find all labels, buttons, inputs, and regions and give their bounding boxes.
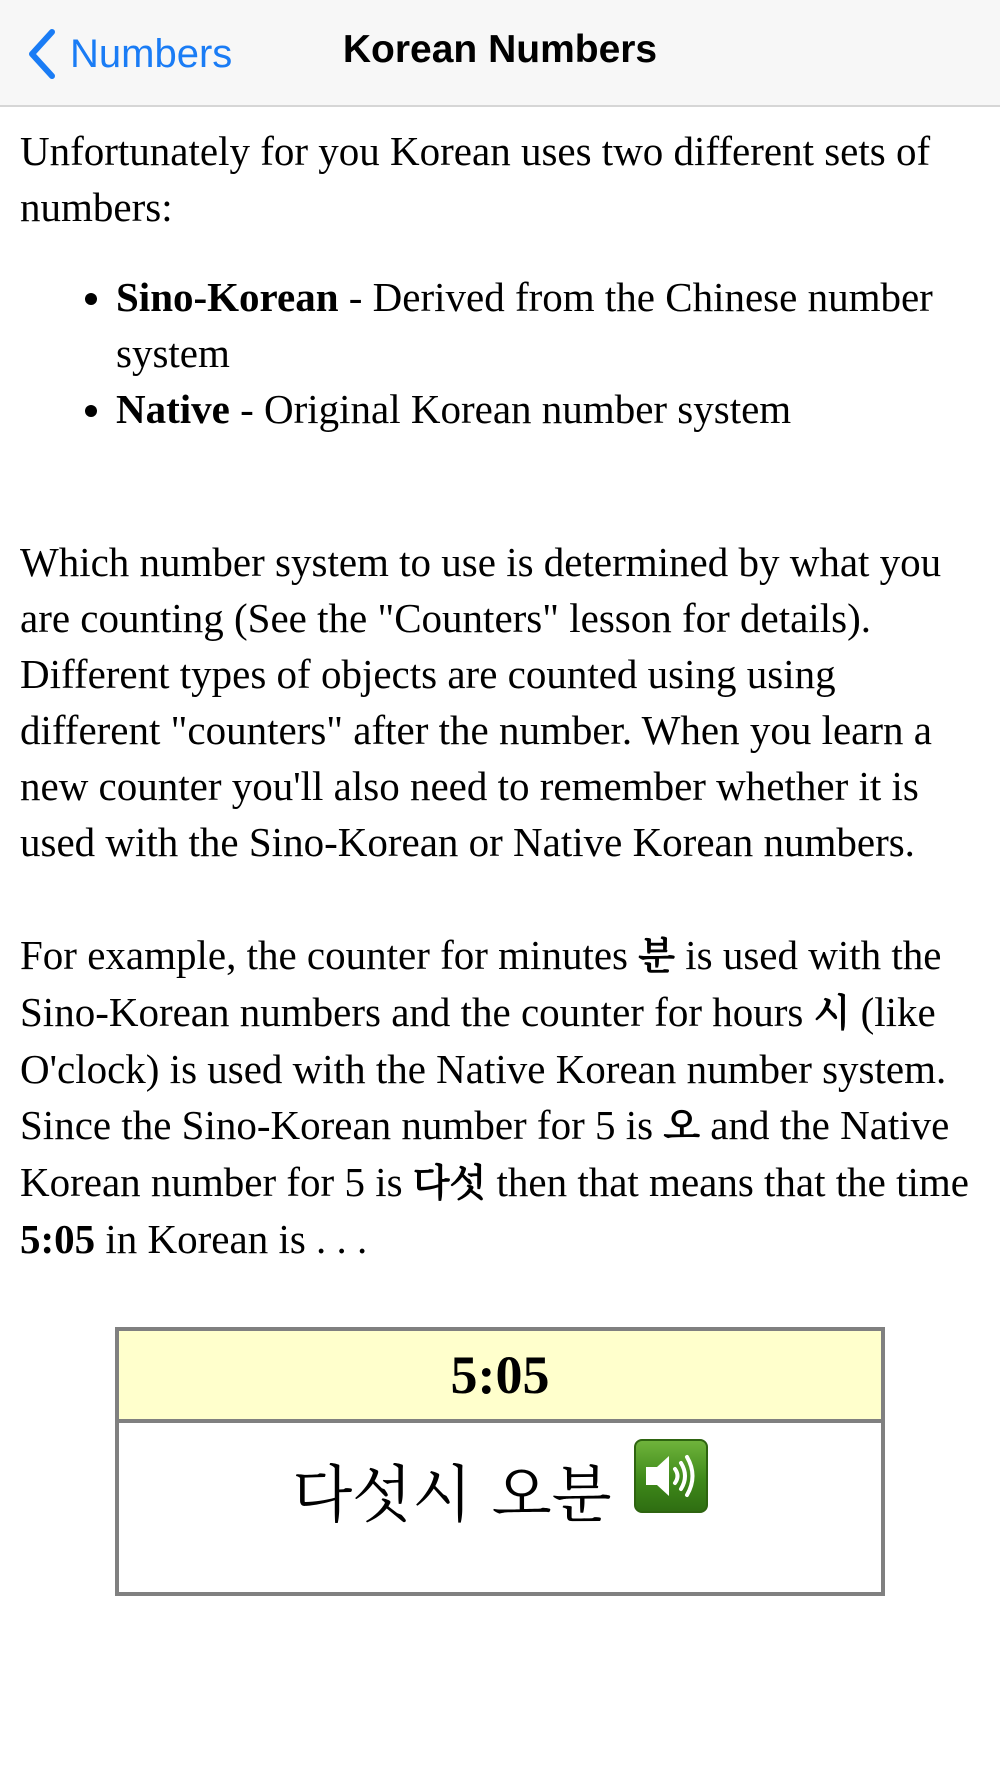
play-audio-button[interactable] bbox=[634, 1439, 708, 1513]
lesson-content bbox=[0, 107, 1000, 1596]
list-item bbox=[116, 269, 980, 381]
system-description: - Derived from the Chinese number system bbox=[116, 274, 933, 376]
text-span: in Korean is . . . bbox=[95, 1216, 368, 1262]
system-description: - Original Korean number system bbox=[229, 386, 792, 432]
example-answer-cell bbox=[117, 1421, 883, 1594]
example-table bbox=[115, 1327, 885, 1596]
system-name: Native bbox=[116, 386, 230, 432]
text-span: is used with the Sino-Korean numbers and the counter for hours bbox=[20, 932, 942, 1035]
text-span: For example, the counter for minutes bbox=[20, 932, 639, 978]
navigation-bar bbox=[0, 0, 1000, 107]
example-time-inline: 5:05 bbox=[20, 1216, 96, 1262]
text-span: and the Native Korean number for 5 is bbox=[20, 1102, 950, 1205]
number-systems-list bbox=[20, 269, 980, 437]
example-time-cell: 5:05 bbox=[117, 1329, 883, 1421]
speaker-icon bbox=[642, 1450, 700, 1502]
korean-sino-five: 오 bbox=[663, 1104, 701, 1148]
system-name: Sino-Korean bbox=[116, 274, 339, 320]
page-title: Korean Numbers bbox=[342, 28, 658, 71]
text-span: then that means that the time bbox=[486, 1159, 969, 1205]
back-button-label[interactable]: Numbers bbox=[70, 31, 233, 76]
korean-hours-counter: 시 bbox=[813, 991, 851, 1035]
example-paragraph bbox=[20, 927, 980, 1267]
counters-paragraph: Which number system to use is determined by what you are counting (See the "Counters" lesson for details). Different types of objects are counted using using different "counters" after the number. When you learn a new counter you'll also need to remember whether it is used with the Sino-Korean or Native Korean numbers. bbox=[20, 539, 942, 865]
list-item bbox=[116, 381, 980, 437]
korean-time-answer: 다섯시 오분 bbox=[292, 1458, 612, 1531]
intro-paragraph: Unfortunately for you Korean uses two different sets of numbers: bbox=[20, 128, 931, 230]
korean-minutes-counter: 분 bbox=[638, 934, 675, 978]
text-span: (like O'clock) is used with the Native Korean number system. Since the Sino-Korean number for 5 is bbox=[20, 989, 947, 1148]
korean-native-five: 다섯 bbox=[412, 1161, 487, 1205]
